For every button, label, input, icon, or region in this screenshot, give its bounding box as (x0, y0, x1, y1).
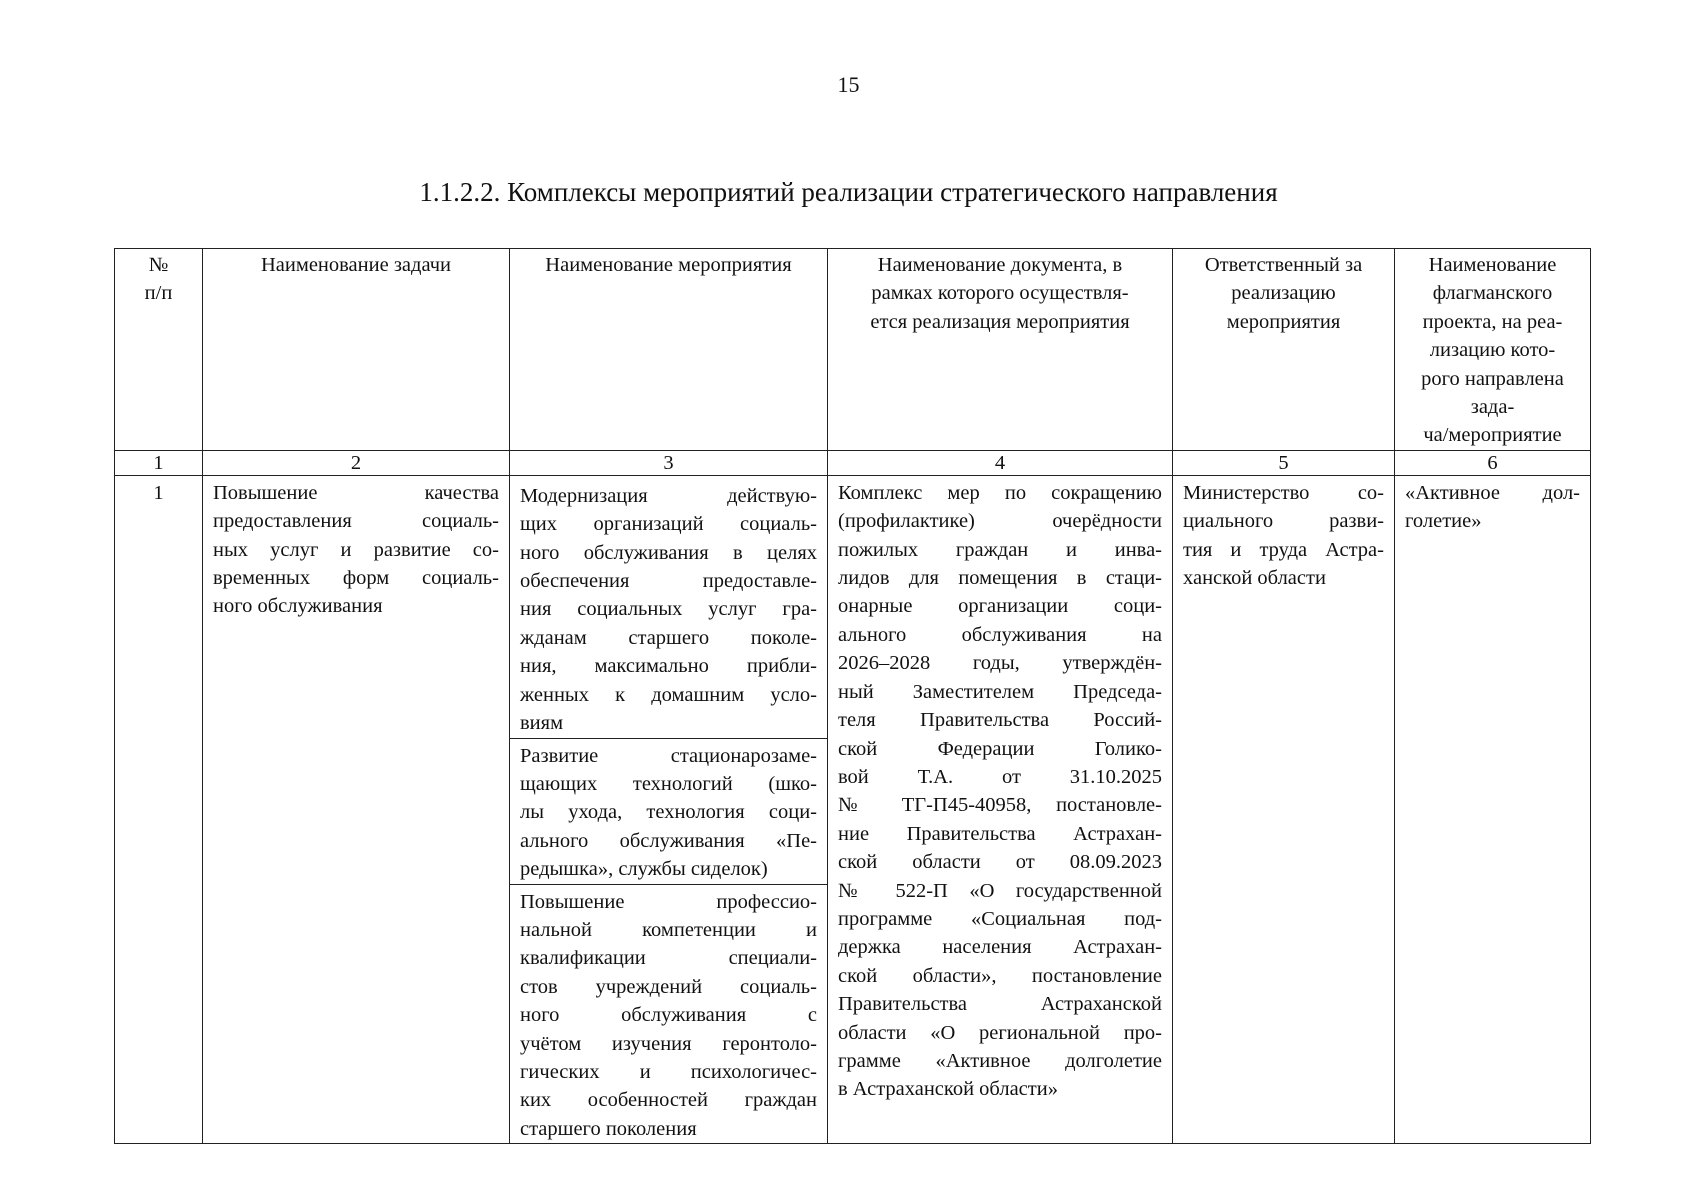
header-flagship-line: флагманского (1432, 282, 1553, 305)
measure-line: щающих технологий (шко- (520, 772, 817, 795)
measure-line: виям (520, 712, 564, 735)
responsible-line: Министерство со- (1183, 481, 1384, 504)
section-title: 1.1.2.2. Комплексы мероприятий реализации стратегического направления (419, 177, 1278, 207)
document-line: № 522-П «О государственной (838, 879, 1162, 902)
task-line: Повышение качества (213, 481, 499, 504)
flagship-cell (1395, 475, 1591, 1143)
column-number: 6 (1395, 450, 1591, 475)
measure-line: жданам старшего поколе- (520, 626, 817, 649)
task-cell (203, 475, 510, 1143)
document-line: программе «Социальная под- (838, 907, 1162, 930)
header-responsible-line: реализацию (1231, 282, 1336, 305)
flagship-line: «Активное дол- (1405, 481, 1580, 504)
column-number: 2 (203, 450, 510, 475)
measure-line: ния, максимально прибли- (520, 655, 817, 678)
document-cell (828, 475, 1173, 1143)
task-text (213, 479, 499, 621)
measure-item (510, 885, 827, 1144)
column-number: 5 (1173, 450, 1395, 475)
header-no-line: п/п (144, 282, 173, 305)
document-line: лидов для помещения в стаци- (838, 567, 1162, 590)
measure-line: Модернизация действую- (520, 484, 817, 507)
document-line: ный Заместителем Председа- (838, 680, 1162, 703)
column-number: 1 (115, 450, 203, 475)
measure-line: Развитие стационарозаме- (520, 744, 817, 767)
flagship-line: голетие» (1405, 510, 1482, 533)
measure-line: обеспечения предоставле- (520, 570, 817, 593)
task-line: временных форм социаль- (213, 567, 499, 590)
header-document-line: ется реализация мероприятия (870, 310, 1130, 333)
header-document-line: рамках которого осуществля- (871, 282, 1129, 305)
header-flagship-line: лизацию кото- (1429, 339, 1556, 362)
document-line: Правительства Астраханской (838, 993, 1162, 1016)
measure-line: стов учреждений социаль- (520, 975, 817, 998)
document-line: (профилактике) очерёдности (838, 510, 1162, 533)
document-line: вой Т.А. от 31.10.2025 (838, 765, 1162, 788)
document-line: 2026–2028 годы, утверждён- (838, 652, 1162, 675)
header-document (828, 249, 1173, 451)
column-number: 4 (828, 450, 1173, 475)
measure-line: нальной компетенции и (520, 918, 817, 941)
measure-line: ного обслуживания с (520, 1004, 817, 1027)
measure-line: старшего поколения (520, 1117, 697, 1140)
document-line: в Астраханской области» (838, 1078, 1058, 1101)
document-line: № ТГ-П45-40958, постановле- (838, 794, 1162, 817)
document-line: ской Федерации Голико- (838, 737, 1162, 760)
measure-line: щих организаций социаль- (520, 513, 817, 536)
responsible-line: ханской области (1183, 567, 1326, 590)
page-number: 15 (837, 72, 860, 97)
document-line: ской области», постановление (838, 964, 1162, 987)
column-number: 3 (510, 450, 828, 475)
header-responsible-line: Ответственный за (1204, 254, 1363, 276)
header-flagship-line: рого направлена (1421, 367, 1564, 390)
responsible-text (1183, 479, 1384, 593)
measure-line: квалификации специали- (520, 947, 817, 970)
measure-line: Повышение профессио- (520, 890, 817, 913)
row-number: 1 (115, 475, 203, 1143)
task-line: ных услуг и развитие со- (213, 538, 499, 561)
document-text (838, 479, 1162, 1104)
document-line: онарные организации соци- (838, 595, 1162, 618)
table-header-row (115, 249, 1591, 451)
document-line: держка населения Астрахан- (838, 936, 1162, 959)
header-flagship-line: зада- (1470, 396, 1515, 419)
measure-line: ния социальных услуг гра- (520, 598, 817, 621)
header-measure: Наименование мероприятия (510, 249, 828, 451)
document-line: пожилых граждан и инва- (838, 538, 1162, 561)
document-line: ние Правительства Астрахан- (838, 822, 1162, 845)
header-flagship-line: ча/мероприятие (1423, 424, 1562, 447)
measure-line: ного обслуживания в целях (520, 541, 817, 564)
responsible-line: тия и труда Астра- (1183, 538, 1384, 561)
measures-cell (510, 475, 828, 1143)
document-line: теля Правительства Россий- (838, 709, 1162, 732)
measure-line: редышка», службы сиделок) (520, 858, 768, 881)
measure-line: гических и психологичес- (520, 1060, 817, 1083)
document-line: ской области от 08.09.2023 (838, 851, 1162, 874)
responsible-cell (1173, 475, 1395, 1143)
responsible-line: циального разви- (1183, 510, 1384, 533)
document-line: области «О региональной про- (838, 1021, 1162, 1044)
header-no (115, 249, 203, 451)
task-line: ного обслуживания (213, 595, 383, 618)
document-line: Комплекс мер по сокращению (838, 481, 1162, 504)
measure-line: лы ухода, технология соци- (520, 801, 817, 824)
task-line: предоставления социаль- (213, 510, 499, 533)
measure-item (510, 739, 827, 885)
measure-item (510, 479, 827, 739)
measure-line: женных к домашним усло- (520, 683, 817, 706)
measure-line: учётом изучения геронтоло- (520, 1032, 817, 1055)
measure-line: ких особенностей граждан (520, 1089, 817, 1112)
document-line: ального обслуживания на (838, 623, 1162, 646)
flagship-text (1405, 479, 1580, 536)
header-flagship-line: Наименование (1428, 254, 1557, 276)
header-responsible (1173, 249, 1395, 451)
header-document-line: Наименование документа, в (877, 254, 1123, 276)
column-numbers-row (115, 450, 1591, 475)
header-flagship-line: проекта, на реа- (1422, 310, 1563, 333)
table-row (115, 475, 1591, 1143)
header-task: Наименование задачи (203, 249, 510, 451)
header-flagship (1395, 249, 1591, 451)
document-line: грамме «Активное долголетие (838, 1049, 1162, 1072)
measures-table (114, 248, 1591, 1144)
measure-line: ального обслуживания «Пе- (520, 829, 817, 852)
header-responsible-line: мероприятия (1226, 310, 1341, 333)
header-no-line: № (148, 254, 169, 276)
